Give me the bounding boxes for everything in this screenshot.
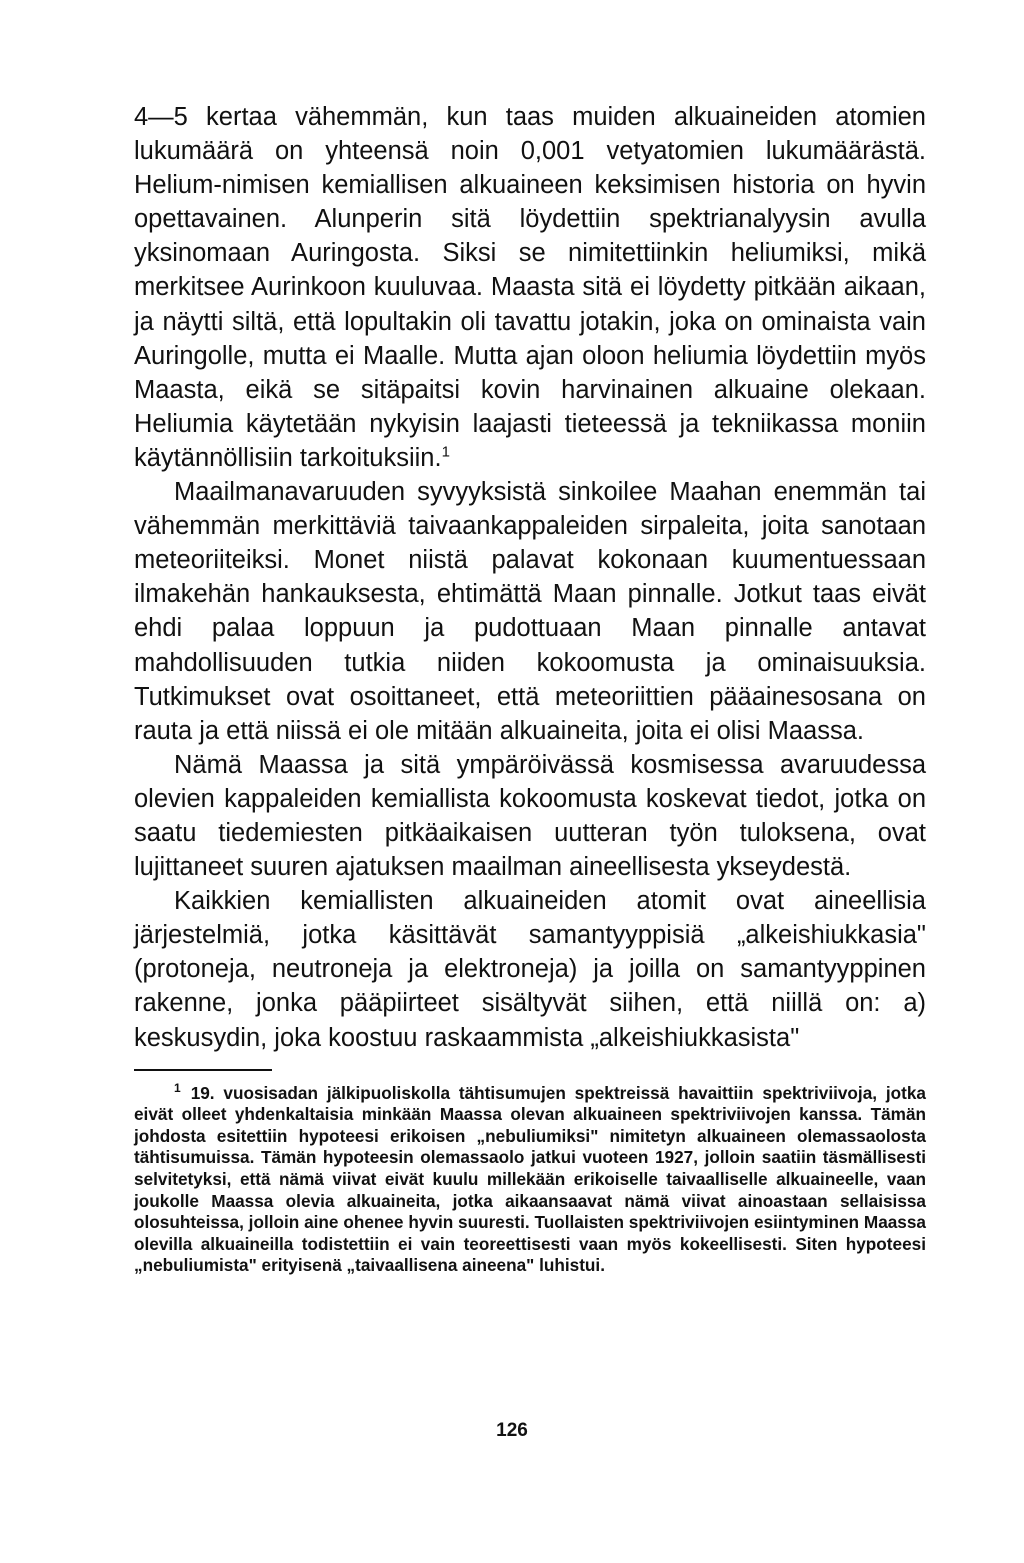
- footnote-text: 19. vuosisadan jälkipuoliskolla tähtisumujen spektreissä havaittiin spektriviivoja, jotka eivät olleet yhdenkaltaisia minkään Maassa olevan alkuaineen spektriviivojen kanssa. Tämän johdosta esitettiin hypoteesi erikoisen „nebuliumiksi" nimitetyn alkuaineen olemassaolosta tähtisumuissa. Tämän hypoteesin olemassaolo jatkui vuoteen 1927, jolloin saatiin täsmällisesti selvitetyksi, että nämä viivat eivät kuulu millekään erikoiselle taivaalliselle alkuaineelle, vaan joukolle Maassa olevia alkuaineita, jotka aikaansaavat nämä viivat ainoastaan sellaisissa olosuhteissa, jolloin aine ohenee hyvin suuresti. Tuollaisten spektriviivojen esiintyminen Maassa olevilla alkuaineilla todistettiin ei vain teoreettisesti vaan myös kokeellisesti. Siten hypoteesi „nebuliumista" erityisenä „taivaallisena aineena" luhistui.: [134, 1082, 926, 1276]
- paragraph-text: 4—5 kertaa vähemmän, kun taas muiden alkuaineiden atomien lukumäärä on yhteensä noin 0,001 vetyatomien lukumäärästä. Helium-nimisen kemiallisen alkuaineen keksimisen historia on hyvin opettavainen. Alunperin sitä löydettiin spektrianalyysin avulla yksinomaan Auringosta. Siksi se nimitettiinkin heliumiksi, mikä merkitsee Aurinkoon kuuluvaa. Maasta sitä ei löydetty pitkään aikaan, ja näytti siltä, että lopultakin oli tavattu jotakin, joka on ominaista vain Auringolle, mutta ei Maalle. Mutta ajan oloon heliumia löydettiin myös Maasta, eikä se sitäpaitsi kovin harvinainen alkuaine olekaan. Heliumia käytetään nykyisin laajasti tieteessä ja tekniikassa moniin käytännöllisiin tarkoituksiin.: [134, 103, 926, 472]
- footnote-divider: [134, 1069, 272, 1071]
- body-paragraph-2: Maailmanavaruuden syvyyksistä sinkoilee Maahan enemmän tai vähemmän merkittäviä taivaankappaleiden sirpaleita, joita sanotaan meteoriiteiksi. Monet niistä palavat kokonaan kuumentuessaan ilmakehän hankauksesta, ehtimättä Maan pinnalle. Jotkut taas eivät ehdi palaa loppuun ja pudottuaan Maan pinnalle antavat mahdollisuuden tutkia niiden kokoomusta ja ominaisuuksia. Tutkimukset ovat osoittaneet, että meteoriittien pääainesosana on rauta ja että niissä ei ole mitään alkuaineita, joita ei olisi Maassa.: [134, 478, 926, 745]
- footnote-reference: 1: [441, 443, 450, 461]
- page-content: [134, 100, 926, 1277]
- body-paragraph-1: [134, 100, 926, 475]
- footnote-mark: 1: [174, 1080, 181, 1095]
- footnote: [134, 1080, 926, 1277]
- body-paragraph-4: Kaikkien kemiallisten alkuaineiden atomit ovat aineellisia järjestelmiä, jotka käsittävät samantyyppisiä „alkeishiukkasia" (protoneja, neutroneja ja elektroneja) ja joilla on samantyyppinen rakenne, jonka pääpiirteet sisältyvät siihen, että niillä on: a) keskusydin, joka koostuu raskaammista „alkeishiukkasista": [134, 887, 926, 1052]
- body-paragraph-3: Nämä Maassa ja sitä ympäröivässä kosmisessa avaruudessa olevien kappaleiden kemiallista kokoomusta koskevat tiedot, jotka on saatu tiedemiesten pitkäaikaisen uutteran työn tuloksena, ovat lujittaneet suuren ajatuksen maailman aineellisesta ykseydestä.: [134, 750, 926, 882]
- page-number: 126: [496, 1420, 528, 1441]
